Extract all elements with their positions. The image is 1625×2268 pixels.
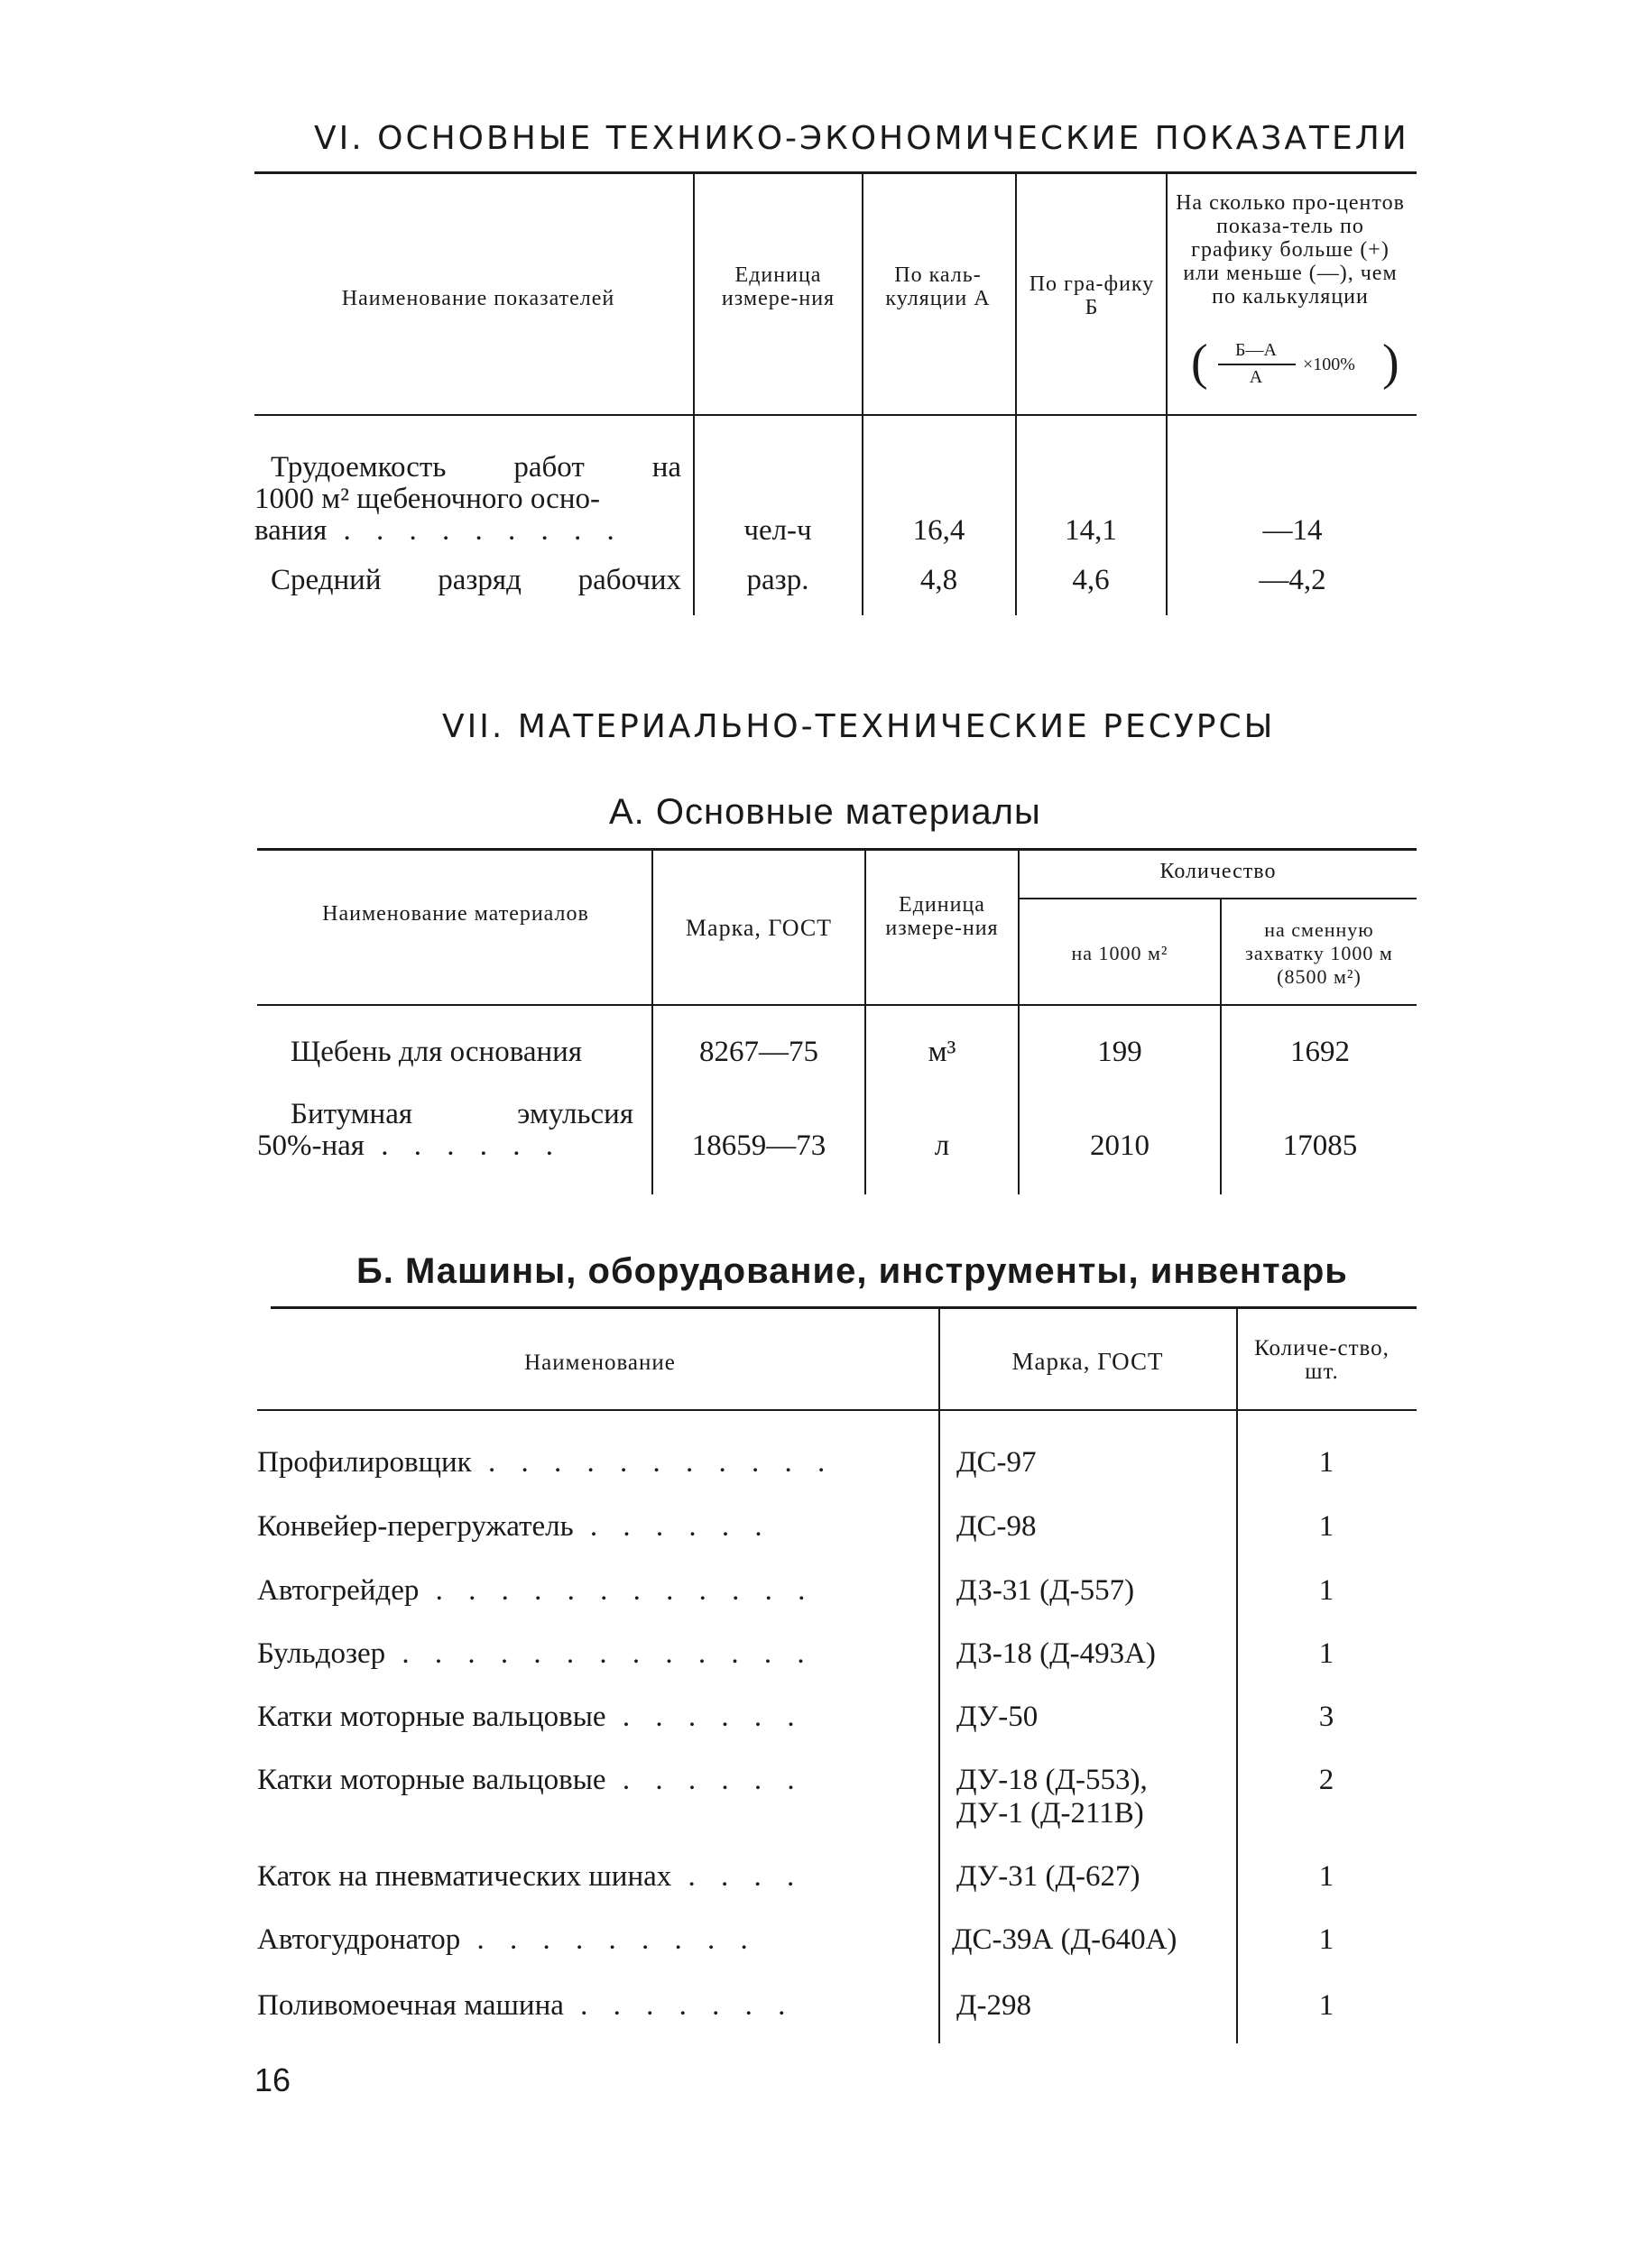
equipment-row-grade: ДУ-31 (Д-627) xyxy=(956,1860,1140,1893)
leader-dots: . . . . . . . . . . . . xyxy=(419,1574,815,1607)
equipment-row-name-text: Поливомоечная машина xyxy=(257,1989,564,2022)
table2-row1-name: Щебень для основания xyxy=(291,1036,583,1068)
equipment-row-qty: 1 xyxy=(1318,1637,1334,1670)
leader-dots: . . . . xyxy=(671,1860,804,1893)
table1-row2-percent: —4,2 xyxy=(1259,564,1326,596)
equipment-row-name xyxy=(257,1989,794,2022)
table1-row2-name-text: Средний разряд рабочих xyxy=(271,564,681,596)
table1-row1-unit: чел-ч xyxy=(743,514,812,547)
equipment-row-name-text: Каток на пневматических шинах xyxy=(257,1860,672,1893)
equipment-row-grade-line2: ДУ-1 (Д-211В) xyxy=(956,1797,1144,1830)
equipment-row-name xyxy=(257,1574,814,1607)
table2-row1-grade: 8267—75 xyxy=(699,1036,818,1068)
subsection-a-title: А. Основные материалы xyxy=(609,792,1041,832)
table1-row1-name-l3: вания xyxy=(254,514,328,547)
equipment-row-name xyxy=(257,1510,771,1543)
table1-header-unit: Единица измере-ния xyxy=(721,263,836,310)
page-number: 16 xyxy=(254,2061,291,2098)
equipment-row-grade: ДУ-18 (Д-553), xyxy=(956,1764,1148,1796)
table3-header-grade: Марка, ГОСТ xyxy=(1011,1348,1164,1375)
leader-dots: . . . . . . . . . . . . . xyxy=(385,1637,814,1670)
equipment-row-name-text: Профилировщик xyxy=(257,1446,472,1479)
table2-row2-grade: 18659—73 xyxy=(691,1129,826,1162)
table2-header-name: Наименование материалов xyxy=(322,902,589,926)
table1-row1-percent: —14 xyxy=(1262,514,1323,547)
equipment-row-name xyxy=(257,1637,814,1670)
table1-row2-calc: 4,8 xyxy=(919,564,958,596)
table2-row2-name-text: Битумная эмульсия xyxy=(291,1098,633,1130)
table2-header-shift: на сменную захватку 1000 м (8500 м²) xyxy=(1245,918,1393,988)
leader-dots: . . . . . . . xyxy=(563,1989,795,2022)
formula-numerator: Б—А xyxy=(1235,340,1277,360)
equipment-row-name-text: Автогудронатор xyxy=(257,1923,461,1956)
equipment-row-name xyxy=(257,1923,757,1956)
table1-header-percent: На сколько про-центов показа-тель по графику больше (+) или меньше (—), чем по калькуляции xyxy=(1176,191,1405,309)
leader-dots: . . . . . . . . . xyxy=(327,514,623,547)
table1-header-name: Наименование показателей xyxy=(341,287,615,310)
table1-row1-name-text: Трудоемкость работ на xyxy=(271,451,681,484)
equipment-row-qty: 1 xyxy=(1318,1574,1334,1607)
formula-paren-close: ) xyxy=(1382,335,1399,391)
table2-header-unit: Единица измере-ния xyxy=(885,893,999,940)
table2-row2-name-l2: 50%-ная xyxy=(257,1129,365,1162)
equipment-row-name-text: Автогрейдер xyxy=(257,1574,420,1607)
table1-row1-graph: 14,1 xyxy=(1065,514,1117,547)
equipment-row-qty: 1 xyxy=(1318,1923,1334,1956)
section7-title: VII. МАТЕРИАЛЬНО-ТЕХНИЧЕСКИЕ РЕСУРСЫ xyxy=(442,708,1276,745)
equipment-row-qty: 3 xyxy=(1318,1701,1334,1733)
formula-multiplier: ×100% xyxy=(1303,355,1355,374)
leader-dots: . . . . . . xyxy=(364,1129,562,1162)
equipment-row-name xyxy=(257,1860,803,1893)
table2-row1-per1000: 199 xyxy=(1097,1036,1142,1068)
table2-header-per1000: на 1000 м² xyxy=(1071,942,1168,964)
table1-header-graph: По гра-фику Б xyxy=(1029,272,1155,319)
leader-dots: . . . . . . xyxy=(573,1510,771,1543)
leader-dots: . . . . . . xyxy=(605,1764,804,1796)
equipment-row-grade: ДЗ-31 (Д-557) xyxy=(956,1574,1135,1607)
leader-dots: . . . . . . . . . . . xyxy=(471,1446,835,1479)
leader-dots: . . . . . . xyxy=(605,1701,804,1733)
equipment-row-name xyxy=(257,1446,925,1479)
table2-row2-unit: л xyxy=(934,1129,950,1162)
table3-header-name: Наименование xyxy=(524,1351,676,1375)
equipment-row-grade: ДС-97 xyxy=(956,1446,1037,1479)
equipment-row-name xyxy=(257,1701,804,1733)
table1-row1-calc: 16,4 xyxy=(912,514,965,547)
table1-row1-name-line2: 1000 м² щебеночного осно- xyxy=(254,483,600,515)
equipment-row-name xyxy=(257,1764,804,1796)
table1-header-calc: По каль-куляции А xyxy=(885,263,991,310)
table2-row1-shift: 1692 xyxy=(1290,1036,1350,1068)
table2-row2-per1000: 2010 xyxy=(1090,1129,1150,1162)
equipment-row-qty: 1 xyxy=(1318,1510,1334,1543)
equipment-row-qty: 1 xyxy=(1318,1860,1334,1893)
equipment-row-qty: 1 xyxy=(1318,1989,1334,2022)
section6-title: VI. ОСНОВНЫЕ ТЕХНИКО-ЭКОНОМИЧЕСКИЕ ПОКАЗАТЕЛИ xyxy=(314,120,1409,157)
formula-paren-open: ( xyxy=(1191,335,1208,391)
equipment-row-name-text: Конвейер-перегружатель xyxy=(257,1510,574,1543)
equipment-row-qty: 1 xyxy=(1318,1446,1334,1479)
leader-dots: . . . . . . . . . xyxy=(460,1923,757,1956)
subsection-b-title: Б. Машины, оборудование, инструменты, инвентарь xyxy=(356,1251,1348,1291)
table2-row1-unit: м³ xyxy=(928,1036,956,1068)
table3-header-qty: Количе-ство, шт. xyxy=(1254,1336,1390,1384)
equipment-row-grade: ДУ-50 xyxy=(956,1701,1039,1733)
table2-row2-shift: 17085 xyxy=(1282,1129,1358,1162)
table2-header-grade: Марка, ГОСТ xyxy=(685,915,833,941)
equipment-row-name-text: Катки моторные вальцовые xyxy=(257,1764,606,1796)
table1-row2-graph: 4,6 xyxy=(1072,564,1110,596)
equipment-row-grade: ДЗ-18 (Д-493А) xyxy=(956,1637,1156,1670)
table1-row2-unit: разр. xyxy=(746,564,809,596)
formula-denominator: А xyxy=(1249,367,1263,387)
equipment-row-name-text: Катки моторные вальцовые xyxy=(257,1701,606,1733)
table2-header-qty: Количество xyxy=(1159,860,1277,883)
equipment-row-grade: ДС-98 xyxy=(956,1510,1037,1543)
equipment-row-qty: 2 xyxy=(1318,1764,1334,1796)
equipment-row-grade: Д-298 xyxy=(956,1989,1031,2022)
equipment-row-grade: ДС-39А (Д-640А) xyxy=(952,1923,1177,1956)
equipment-row-name-text: Бульдозер xyxy=(257,1637,386,1670)
